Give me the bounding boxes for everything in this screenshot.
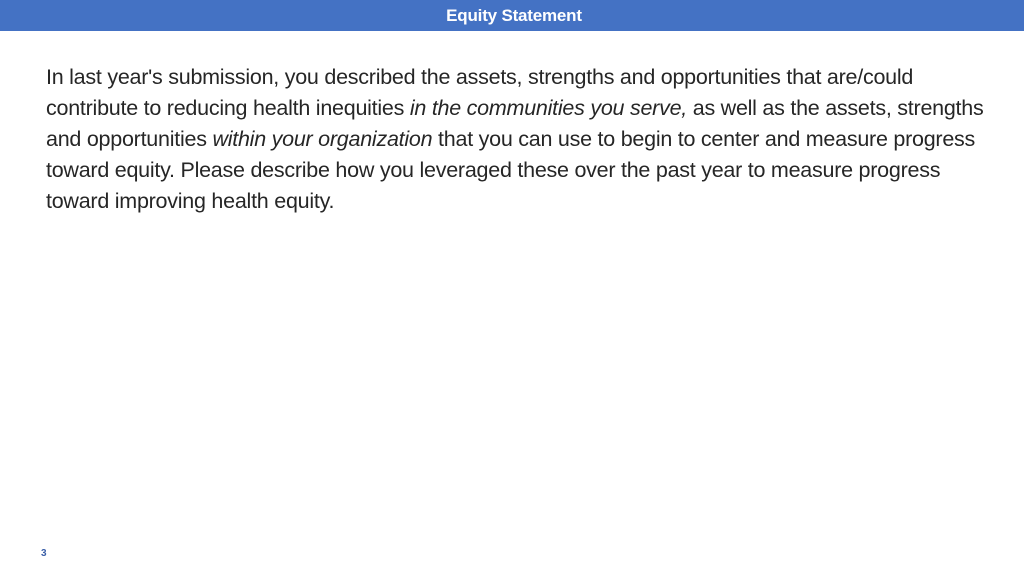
prompt-text-segment: as well as the assets, strengths and opportunities [46,96,984,151]
prompt-text-segment: In last year's submission, you described the assets, strengths and opportunities that are/could contribute to reducing health inequities [46,65,914,120]
page-number: 3 [41,548,47,559]
slide-title-bar [0,0,1024,31]
slide-title: Equity Statement [446,5,582,25]
prompt-text-segment: that you can use to begin to center and measure progress toward equity. Please describe how you leveraged these over the past year to measure progress toward improving health equity. [46,127,976,213]
prompt-text-emphasis: within your organization [212,127,433,151]
prompt-paragraph [46,62,986,217]
prompt-text-emphasis: in the communities you serve, [409,96,688,120]
